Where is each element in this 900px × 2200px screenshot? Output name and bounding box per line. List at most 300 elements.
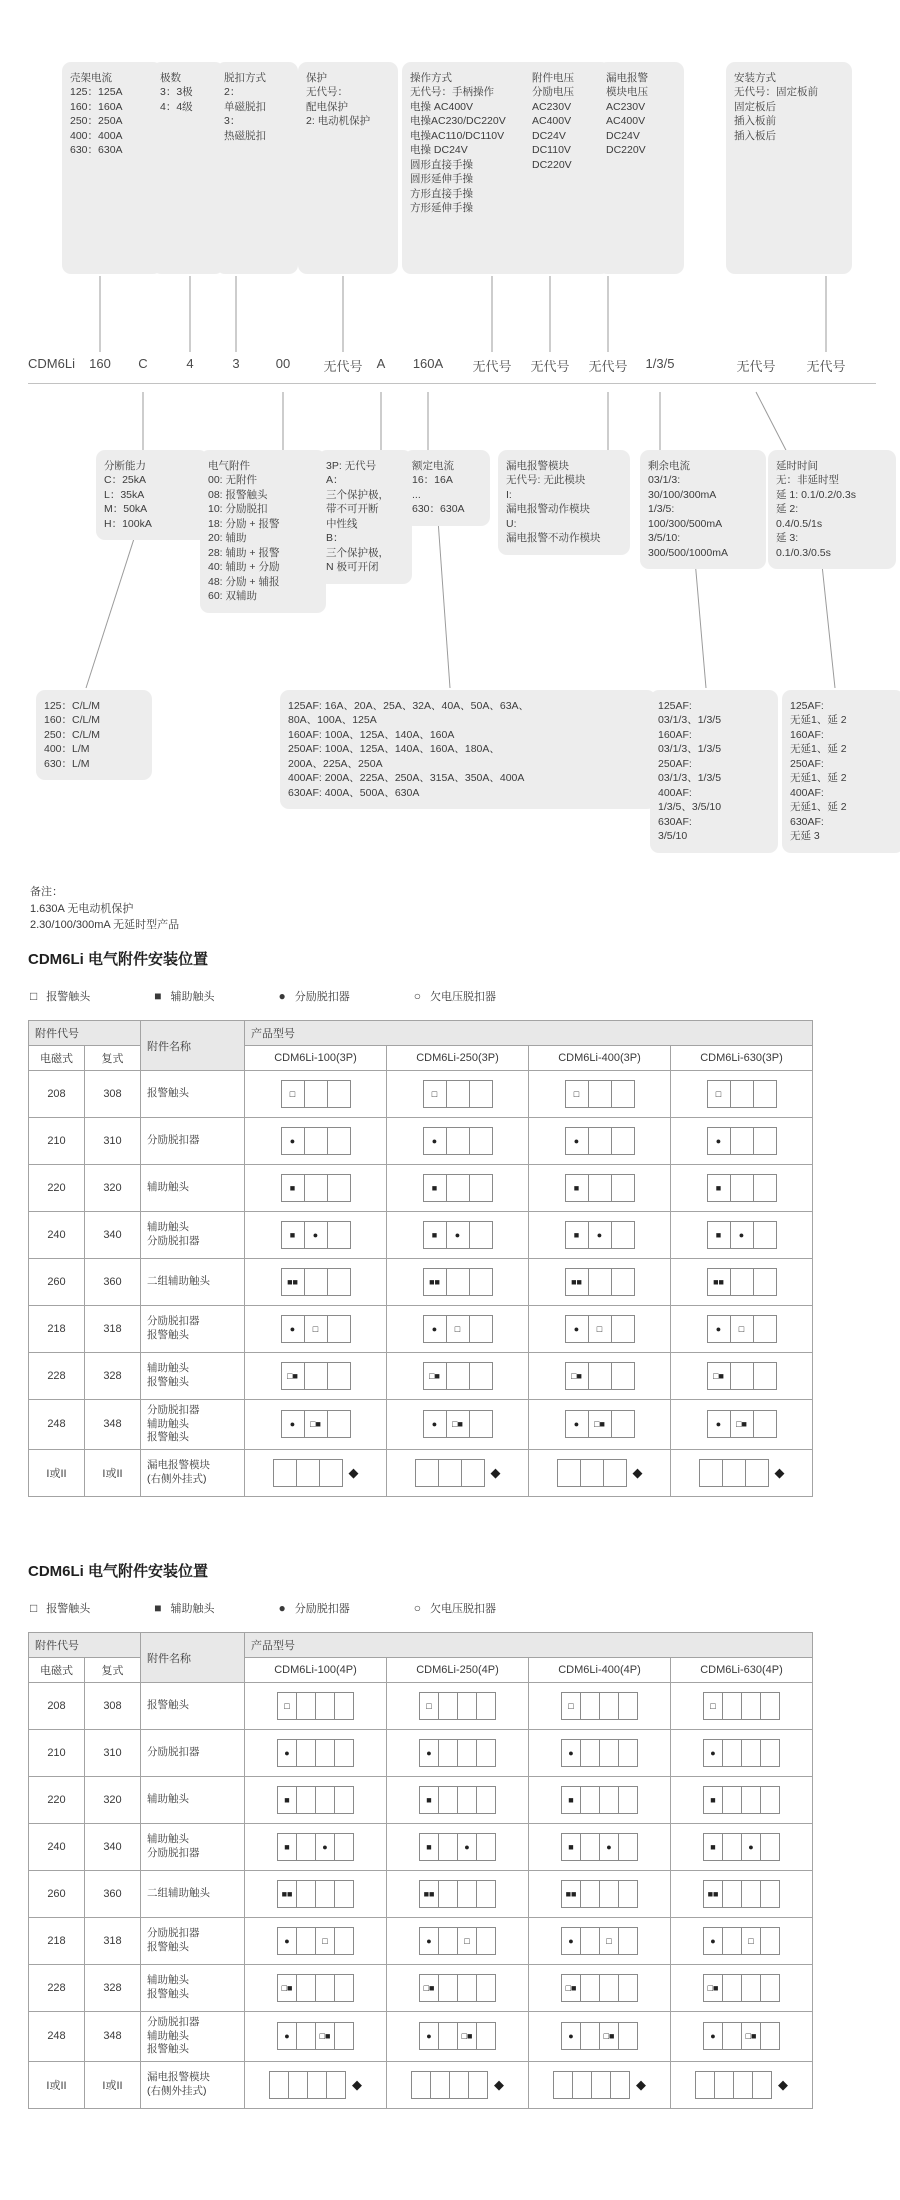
- pole-slot: [462, 1460, 484, 1486]
- pole-slot-box: [561, 1880, 638, 1908]
- table-header-row: [29, 1633, 813, 1658]
- pole-slot: [439, 1460, 462, 1486]
- pole-slot: [447, 1363, 470, 1389]
- position-cell: [529, 1965, 671, 2012]
- code-fu: 318: [85, 1918, 141, 1965]
- pole-slot: □: [305, 1316, 328, 1342]
- pole-slot: □■: [305, 1411, 328, 1437]
- legend-item: [30, 1600, 90, 1616]
- pole-slot: [447, 1269, 470, 1295]
- pole-slot: ■■: [704, 1881, 723, 1907]
- product-name: CDM6Li-250(3P): [387, 1046, 529, 1071]
- pole-slot: [761, 1740, 779, 1766]
- legend-label: 辅助触头: [170, 1603, 215, 1615]
- code-fu: 328: [85, 1353, 141, 1400]
- pole-slot: [612, 1128, 634, 1154]
- pole-slot: ●: [282, 1128, 305, 1154]
- code-em: 248: [29, 1400, 85, 1450]
- pole-slot: ■■: [278, 1881, 297, 1907]
- model-prefix: CDM6Li: [28, 356, 75, 371]
- box-frame-rated-current-map: 125AF: 16A、20A、25A、32A、40A、50A、63A、 80A、100A、125A 160AF: 100A、125A、140A、160A 250AF: 100A、125A、140A、160A、180A、 200A、225A、250A 400AF: 200A、225A、250A、315A、350A、400A 630AF: 400A、500A、630A: [280, 690, 656, 809]
- pole-slot: □■: [600, 2023, 619, 2049]
- code-em: 260: [29, 1259, 85, 1306]
- position-cell: [387, 1683, 529, 1730]
- pole-slot: [289, 2072, 308, 2098]
- col-accessory-code: 附件代号: [29, 1633, 141, 1658]
- pole-slot: □: [600, 1928, 619, 1954]
- pole-slot: ■: [708, 1222, 731, 1248]
- position-cell: [529, 1871, 671, 1918]
- pole-slot: [335, 1693, 353, 1719]
- pole-slot: □■: [708, 1363, 731, 1389]
- position-cell: [529, 1353, 671, 1400]
- pole-slot: ●: [704, 2023, 723, 2049]
- pole-slot: □: [458, 1928, 477, 1954]
- pole-slot-box: [703, 1927, 780, 1955]
- pole-slot: [470, 1222, 492, 1248]
- position-cell: [671, 1353, 813, 1400]
- pole-slot: [439, 1693, 458, 1719]
- legend-3p: [30, 988, 496, 1004]
- position-cell: [671, 1824, 813, 1871]
- legend-label: 报警触头: [46, 991, 91, 1003]
- leakage-module-diamond-icon: ◆: [636, 2077, 646, 2093]
- position-cell: [387, 1306, 529, 1353]
- pole-slot: [731, 1269, 754, 1295]
- legend-4p: [30, 1600, 496, 1616]
- pole-slot: [753, 2072, 771, 2098]
- code-electrical-accessory: 00: [275, 356, 291, 371]
- pole-slot-box: [277, 1880, 354, 1908]
- pole-slot: □■: [316, 2023, 335, 2049]
- pole-slot: [328, 1081, 350, 1107]
- pole-slot-box: [419, 2022, 496, 2050]
- accessory-name: 分励脱扣器: [141, 1118, 245, 1165]
- pole-slot: □: [708, 1081, 731, 1107]
- pole-slot: □■: [458, 2023, 477, 2049]
- table-row: [29, 1449, 813, 1496]
- connector-line: [438, 520, 450, 688]
- pole-slot: [723, 1740, 742, 1766]
- pole-slot: [581, 1928, 600, 1954]
- table-row: [29, 1824, 813, 1871]
- table-header-row: [29, 1021, 813, 1046]
- position-cell: [245, 1871, 387, 1918]
- pole-slot-box: [561, 1927, 638, 1955]
- code-fu: 348: [85, 2012, 141, 2062]
- legend-item: [30, 988, 90, 1004]
- box-residual-current: 剩余电流 03/1/3: 30/100/300mA 1/3/5: 100/300/500mA 3/5/10: 300/500/1000mA: [640, 450, 766, 569]
- pole-slot: [742, 1787, 761, 1813]
- accessory-table-4p: [28, 1632, 813, 2109]
- code-frame-current: 160: [89, 356, 111, 371]
- table-row: [29, 2012, 813, 2062]
- pole-slot: [761, 1787, 779, 1813]
- pole-slot: [589, 1363, 612, 1389]
- table-row: [29, 1918, 813, 1965]
- position-cell: [387, 1353, 529, 1400]
- pole-slot: [470, 1411, 492, 1437]
- code-em: I或II: [29, 1449, 85, 1496]
- col-compound: 复式: [85, 1046, 141, 1071]
- accessory-name: 辅助触头: [141, 1165, 245, 1212]
- position-cell: [245, 1824, 387, 1871]
- position-cell: [671, 1777, 813, 1824]
- pole-slot: [612, 1316, 634, 1342]
- pole-slot: ■: [278, 1787, 297, 1813]
- pole-slot: ●: [278, 1740, 297, 1766]
- pole-slot: ■■: [282, 1269, 305, 1295]
- col-product-model: 产品型号: [245, 1633, 813, 1658]
- code-em: 228: [29, 1965, 85, 2012]
- pole-slot-box: [277, 1692, 354, 1720]
- box-delay-time: 延时时间 无：非延时型 延 1: 0.1/0.2/0.3s 延 2: 0.4/0.5/1s 延 3: 0.1/0.3/0.5s: [768, 450, 896, 569]
- position-cell: [671, 1165, 813, 1212]
- pole-slot-box: [423, 1268, 493, 1296]
- box-frame-breaking-map: 125：C/L/M 160：C/L/M 250：C/L/M 400：L/M 630：L/M: [36, 690, 152, 780]
- pole-slot: [305, 1081, 328, 1107]
- pole-slot: [316, 1787, 335, 1813]
- accessory-name: 漏电报警模块 (右侧外挂式): [141, 1449, 245, 1496]
- pole-slot: [305, 1363, 328, 1389]
- aux-contact-icon: ■: [154, 1601, 162, 1615]
- pole-slot: [316, 1693, 335, 1719]
- pole-slot: □■: [704, 1975, 723, 2001]
- pole-slot-box: [419, 1692, 496, 1720]
- position-cell: [529, 1730, 671, 1777]
- pole-slot: □■: [731, 1411, 754, 1437]
- pole-slot: [450, 2072, 469, 2098]
- pole-slot: [335, 1787, 353, 1813]
- box-frame-delay-map: 125AF: 无延1、延 2 160AF: 无延1、延 2 250AF: 无延1、延 2 400AF: 无延1、延 2 630AF: 无延 3: [782, 690, 900, 853]
- pole-slot: [700, 1460, 723, 1486]
- table-row: [29, 1306, 813, 1353]
- pole-slot: [604, 1460, 626, 1486]
- pole-slot-box: [419, 1739, 496, 1767]
- code-fu: 348: [85, 1400, 141, 1450]
- pole-slot-box: [553, 2071, 630, 2099]
- product-name: CDM6Li-100(3P): [245, 1046, 387, 1071]
- pole-slot: [470, 1363, 492, 1389]
- pole-slot: [327, 2072, 345, 2098]
- pole-slot: [297, 1928, 316, 1954]
- pole-slot-box: [277, 1739, 354, 1767]
- code-em: 218: [29, 1306, 85, 1353]
- position-cell: [671, 1730, 813, 1777]
- col-accessory-name: 附件名称: [141, 1633, 245, 1683]
- pole-slot: ●: [600, 1834, 619, 1860]
- pole-slot: ●: [278, 2023, 297, 2049]
- pole-slot: [439, 1928, 458, 1954]
- pole-slot: [611, 2072, 629, 2098]
- connector-line: [822, 565, 835, 688]
- pole-slot: ■: [420, 1787, 439, 1813]
- remarks: 备注： 1.630A 无电动机保护 2.30/100/300mA 无延时型产品: [30, 886, 180, 931]
- pole-slot: ●: [562, 1928, 581, 1954]
- code-em: 208: [29, 1683, 85, 1730]
- pole-slot: [723, 1881, 742, 1907]
- pole-slot: □: [566, 1081, 589, 1107]
- pole-slot: [270, 2072, 289, 2098]
- pole-slot: [328, 1363, 350, 1389]
- code-fu: 360: [85, 1871, 141, 1918]
- pole-slot: [477, 1975, 495, 2001]
- box-rated-current: 额定电流 16：16A ... 630：630A: [404, 450, 490, 526]
- pole-slot: [581, 2023, 600, 2049]
- position-cell: [387, 2012, 529, 2062]
- col-compound: 复式: [85, 1658, 141, 1683]
- pole-slot: □■: [447, 1411, 470, 1437]
- pole-slot: [581, 1740, 600, 1766]
- pole-slot: [477, 1928, 495, 1954]
- pole-slot-box: [703, 1739, 780, 1767]
- pole-slot: [470, 1316, 492, 1342]
- pole-slot: [335, 1740, 353, 1766]
- leakage-module-diamond-icon: ◆: [778, 2077, 788, 2093]
- pole-slot: ●: [708, 1411, 731, 1437]
- pole-slot: [581, 1975, 600, 2001]
- pole-slot: [731, 1081, 754, 1107]
- pole-slot: [723, 2023, 742, 2049]
- pole-slot: [328, 1222, 350, 1248]
- col-electromagnetic: 电磁式: [29, 1046, 85, 1071]
- position-cell: [529, 2061, 671, 2108]
- pole-slot: [297, 1881, 316, 1907]
- code-em: 220: [29, 1165, 85, 1212]
- position-cell: [387, 1071, 529, 1118]
- pole-slot-box: [565, 1410, 635, 1438]
- position-cell: [245, 1777, 387, 1824]
- box-frame-residual-map: 125AF: 03/1/3、1/3/5 160AF: 03/1/3、1/3/5 250AF: 03/1/3、1/3/5 400AF: 1/3/5、3/5/10 630AF: 3/5/10: [650, 690, 778, 853]
- pole-slot-box: [419, 1974, 496, 2002]
- pole-slot: □: [316, 1928, 335, 1954]
- pole-slot-box: [561, 1692, 638, 1720]
- pole-slot: ■: [562, 1787, 581, 1813]
- pole-slot: □: [447, 1316, 470, 1342]
- pole-slot: [439, 1740, 458, 1766]
- table-row: [29, 2061, 813, 2108]
- position-cell: [671, 1871, 813, 1918]
- pole-slot: [600, 1881, 619, 1907]
- product-name: CDM6Li-400(3P): [529, 1046, 671, 1071]
- pole-slot-box: [269, 2071, 346, 2099]
- pole-slot: [742, 1881, 761, 1907]
- connector-line: [86, 520, 140, 688]
- pole-slot: [581, 1460, 604, 1486]
- pole-slot-box: [281, 1410, 351, 1438]
- pole-slot: ●: [424, 1316, 447, 1342]
- legend-label: 欠电压脱扣器: [430, 991, 496, 1003]
- pole-slot: ●: [708, 1316, 731, 1342]
- pole-slot: [335, 1975, 353, 2001]
- pole-slot: [412, 2072, 431, 2098]
- section-heading-4p: CDM6Li 电气附件安装位置: [28, 1563, 209, 1580]
- pole-slot: [723, 1693, 742, 1719]
- pole-slot: □■: [282, 1363, 305, 1389]
- position-cell: [529, 1683, 671, 1730]
- pole-slot: [447, 1175, 470, 1201]
- pole-slot: [316, 1740, 335, 1766]
- pole-slot: [761, 2023, 779, 2049]
- pole-slot: ●: [708, 1128, 731, 1154]
- pole-slot-box: [565, 1221, 635, 1249]
- code-pole-config: A: [376, 356, 386, 371]
- pole-slot: ■: [424, 1222, 447, 1248]
- pole-slot: ●: [420, 1740, 439, 1766]
- product-name: CDM6Li-630(3P): [671, 1046, 813, 1071]
- code-operation-mode: 无代号: [472, 359, 512, 374]
- pole-slot: [619, 1693, 637, 1719]
- accessory-name: 辅助触头 分励脱扣器: [141, 1212, 245, 1259]
- pole-slot: □: [278, 1693, 297, 1719]
- pole-slot: [328, 1175, 350, 1201]
- position-cell: [387, 1871, 529, 1918]
- pole-slot: ●: [562, 2023, 581, 2049]
- position-cell: [529, 2012, 671, 2062]
- leakage-module-diamond-icon: ◆: [352, 2077, 362, 2093]
- pole-slot: [589, 1081, 612, 1107]
- box-electrical-accessory: 电气附件 00: 无附件 08: 报警触头 10: 分励脱扣 18: 分励 + 报警 20: 辅助 28: 辅助 + 报警 40: 辅助 + 分励 48: 分励 + 辅报 60: 双辅助: [200, 450, 326, 613]
- pole-slot: ■: [708, 1175, 731, 1201]
- position-cell: [245, 1965, 387, 2012]
- pole-slot: [470, 1128, 492, 1154]
- pole-slot: [328, 1269, 350, 1295]
- pole-slot: □: [731, 1316, 754, 1342]
- shunt-release-icon: ●: [278, 989, 286, 1003]
- pole-slot: ●: [566, 1411, 589, 1437]
- code-rated-current: 160A: [412, 356, 444, 371]
- pole-slot: ●: [562, 1740, 581, 1766]
- pole-slot: [734, 2072, 753, 2098]
- position-cell: [529, 1259, 671, 1306]
- pole-slot: [308, 2072, 327, 2098]
- accessory-name: 报警触头: [141, 1071, 245, 1118]
- pole-slot: [754, 1316, 776, 1342]
- box-leakage-alarm-module: 漏电报警模块 无代号: 无此模块 I: 漏电报警动作模块 U: 漏电报警不动作模块: [498, 450, 630, 555]
- product-name: CDM6Li-250(4P): [387, 1658, 529, 1683]
- pole-slot: ●: [305, 1222, 328, 1248]
- pole-slot: [335, 1928, 353, 1954]
- pole-slot: □■: [278, 1975, 297, 2001]
- pole-slot-box: [561, 1786, 638, 1814]
- pole-slot-box: [277, 1974, 354, 2002]
- position-cell: [671, 2012, 813, 2062]
- accessory-name: 分励脱扣器 辅助触头 报警触头: [141, 2012, 245, 2062]
- box-installation-mode: 安装方式 无代号：固定板前 固定板后 插入板前 插入板后: [726, 62, 852, 274]
- position-cell: [245, 1071, 387, 1118]
- pole-slot: [619, 1834, 637, 1860]
- pole-slot-box: [703, 1880, 780, 1908]
- pole-slot: [715, 2072, 734, 2098]
- pole-slot-box: [707, 1174, 777, 1202]
- pole-slot: [458, 1787, 477, 1813]
- pole-slot-box: [277, 2022, 354, 2050]
- table-row: [29, 1777, 813, 1824]
- pole-slot-box: [565, 1080, 635, 1108]
- position-cell: [671, 1449, 813, 1496]
- legend-label: 报警触头: [46, 1603, 91, 1615]
- pole-slot: [558, 1460, 581, 1486]
- product-name: CDM6Li-100(4P): [245, 1658, 387, 1683]
- section-heading-3p: CDM6Li 电气附件安装位置: [28, 951, 209, 968]
- code-em: 210: [29, 1118, 85, 1165]
- leakage-module-diamond-icon: ◆: [348, 1465, 359, 1481]
- accessory-name: 分励脱扣器 报警触头: [141, 1918, 245, 1965]
- product-name: CDM6Li-630(4P): [671, 1658, 813, 1683]
- code-fu: 310: [85, 1730, 141, 1777]
- pole-slot: [335, 2023, 353, 2049]
- pole-slot-box: [565, 1127, 635, 1155]
- code-fu: 308: [85, 1071, 141, 1118]
- col-product-model: 产品型号: [245, 1021, 813, 1046]
- position-cell: [387, 1165, 529, 1212]
- accessory-name: 分励脱扣器 报警触头: [141, 1306, 245, 1353]
- pole-slot: [612, 1222, 634, 1248]
- pole-slot: ●: [282, 1411, 305, 1437]
- col-accessory-code: 附件代号: [29, 1021, 141, 1046]
- pole-slot: [696, 2072, 715, 2098]
- pole-slot: [297, 2023, 316, 2049]
- box-trip-mode: 脱扣方式 2： 单磁脱扣 3： 热磁脱扣: [216, 62, 298, 274]
- pole-slot-box: [415, 1459, 485, 1487]
- pole-slot: [619, 1975, 637, 2001]
- pole-slot: [477, 1787, 495, 1813]
- pole-slot: □■: [424, 1363, 447, 1389]
- pole-slot: [612, 1175, 634, 1201]
- pole-slot-box: [419, 1786, 496, 1814]
- pole-slot-box: [423, 1362, 493, 1390]
- pole-slot: [458, 1881, 477, 1907]
- pole-slot: [447, 1081, 470, 1107]
- position-cell: [245, 1306, 387, 1353]
- pole-slot: ■: [704, 1787, 723, 1813]
- pole-slot: [731, 1175, 754, 1201]
- code-em: 218: [29, 1918, 85, 1965]
- pole-slot: □■: [589, 1411, 612, 1437]
- pole-slot-box: [423, 1221, 493, 1249]
- pole-slot: [731, 1363, 754, 1389]
- table-row: [29, 1353, 813, 1400]
- pole-slot: ■: [562, 1834, 581, 1860]
- pole-slot: [469, 2072, 487, 2098]
- pole-slot: □: [424, 1081, 447, 1107]
- pole-slot: [612, 1269, 634, 1295]
- accessory-name: 辅助触头 分励脱扣器: [141, 1824, 245, 1871]
- pole-slot-box: [281, 1315, 351, 1343]
- col-electromagnetic: 电磁式: [29, 1658, 85, 1683]
- legend-item: [154, 1600, 214, 1616]
- position-cell: [671, 1118, 813, 1165]
- box-accessory-voltage: 附件电压 分励电压 AC230V AC400V DC24V DC110V DC220V: [524, 62, 610, 274]
- pole-slot-box: [695, 2071, 772, 2099]
- position-cell: [529, 1212, 671, 1259]
- pole-slot: [731, 1128, 754, 1154]
- pole-slot: [742, 1740, 761, 1766]
- leakage-module-diamond-icon: ◆: [632, 1465, 643, 1481]
- accessory-name: 辅助触头 报警触头: [141, 1965, 245, 2012]
- pole-slot: [335, 1834, 353, 1860]
- pole-slot: □: [704, 1693, 723, 1719]
- pole-slot: [470, 1269, 492, 1295]
- code-protection: 无代号: [323, 359, 363, 374]
- pole-slot: □: [562, 1693, 581, 1719]
- table-row: [29, 1212, 813, 1259]
- pole-slot-box: [565, 1174, 635, 1202]
- table-row: [29, 1400, 813, 1450]
- pole-slot-box: [707, 1221, 777, 1249]
- pole-slot-box: [703, 1974, 780, 2002]
- pole-slot: [754, 1128, 776, 1154]
